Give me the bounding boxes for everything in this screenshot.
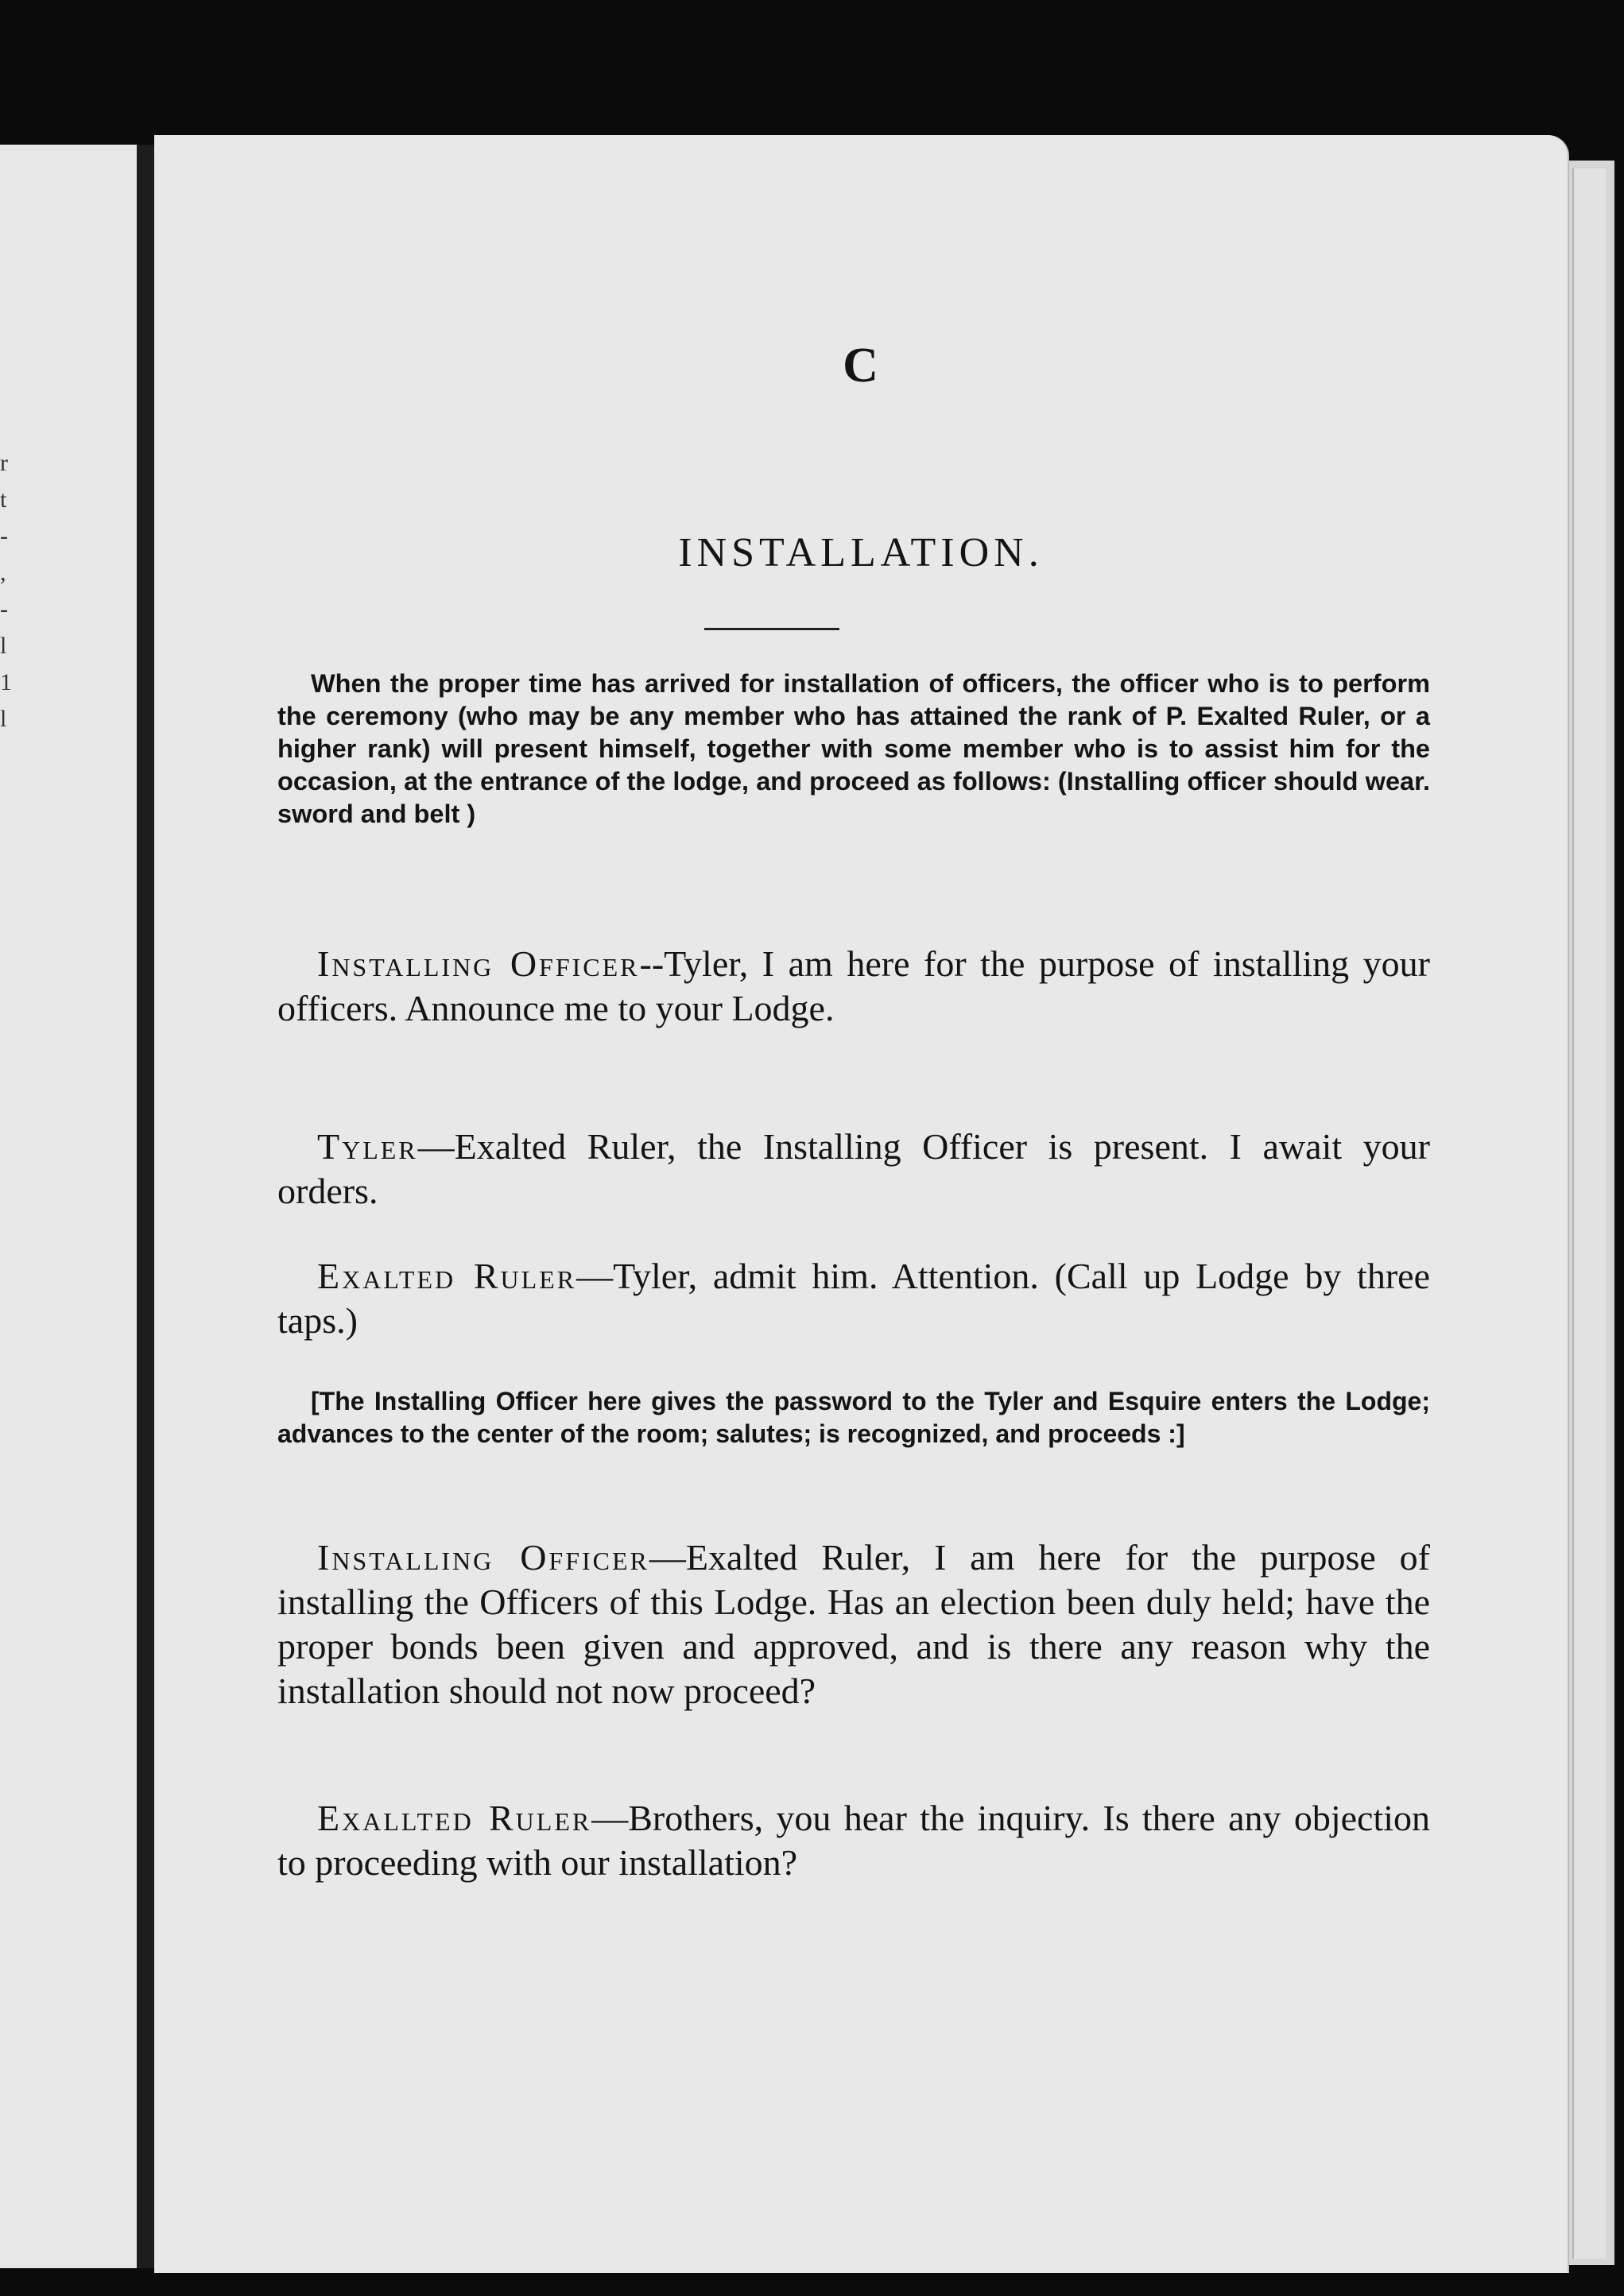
- section-title: INSTALLATION.: [678, 530, 1044, 575]
- speaker-name: Exalted Ruler: [317, 1256, 577, 1296]
- rubric-password-text: [The Installing Officer here gives the password to the Tyler and Esquire enters the Lodge; advances to the center of the room; salutes; is recognized, and proceeds :]: [277, 1387, 1430, 1448]
- speech-text: --Tyler, I am here for the purpose of installing your officers. Announce me to your Lodge.: [277, 943, 1430, 1028]
- speech-exalted-ruler-2: [277, 1796, 1430, 1885]
- book-page: [154, 135, 1568, 2273]
- speech-text: —Exalted Ruler, I am here for the purpose of installing the Officers of this Lodge. Has an election been duly held; have the proper bonds been given and approved, and is there any reason why the installation should not now proceed?: [277, 1537, 1430, 1711]
- speech-exalted-ruler-1: [277, 1254, 1430, 1343]
- speaker-name: Installing Officer: [317, 1537, 649, 1578]
- speaker-name: Installing Officer: [317, 943, 640, 984]
- title-rule: [704, 628, 839, 630]
- speech-tyler: [277, 1125, 1430, 1214]
- speaker-name: Exallted Ruler: [317, 1798, 592, 1838]
- book-gutter: [137, 145, 154, 2268]
- speech-text: —Exalted Ruler, the Installing Officer is present. I await your orders.: [277, 1126, 1430, 1211]
- rubric-opening: [277, 668, 1430, 831]
- speech-text: —Brothers, you hear the inquiry. Is there any objection to proceeding with our installation?: [277, 1798, 1431, 1883]
- speech-installing-officer-2: [277, 1535, 1430, 1713]
- rubric-opening-text: When the proper time has arrived for installation of officers, the officer who is to perform the ceremony (who may be any member who has attained the rank of P. Exalted Ruler, or a higher rank) will present himself, together with some member who is to assist him for the occasion, at the entrance of the lodge, and proceed as follows: (Installing officer should wear. sword and belt ): [277, 669, 1430, 828]
- speaker-name: Tyler: [317, 1126, 418, 1167]
- page-stack-edge-inner: [1572, 168, 1606, 2259]
- left-page-margin-marks: r t - , - l 1 l: [0, 450, 12, 732]
- page-letter: C: [843, 339, 879, 393]
- rubric-password: [277, 1385, 1430, 1450]
- left-page-edge: [0, 145, 137, 2268]
- speech-text: —Tyler, admit him. Attention. (Call up Lodge by three taps.): [277, 1256, 1430, 1341]
- speech-installing-officer-1: [277, 942, 1430, 1031]
